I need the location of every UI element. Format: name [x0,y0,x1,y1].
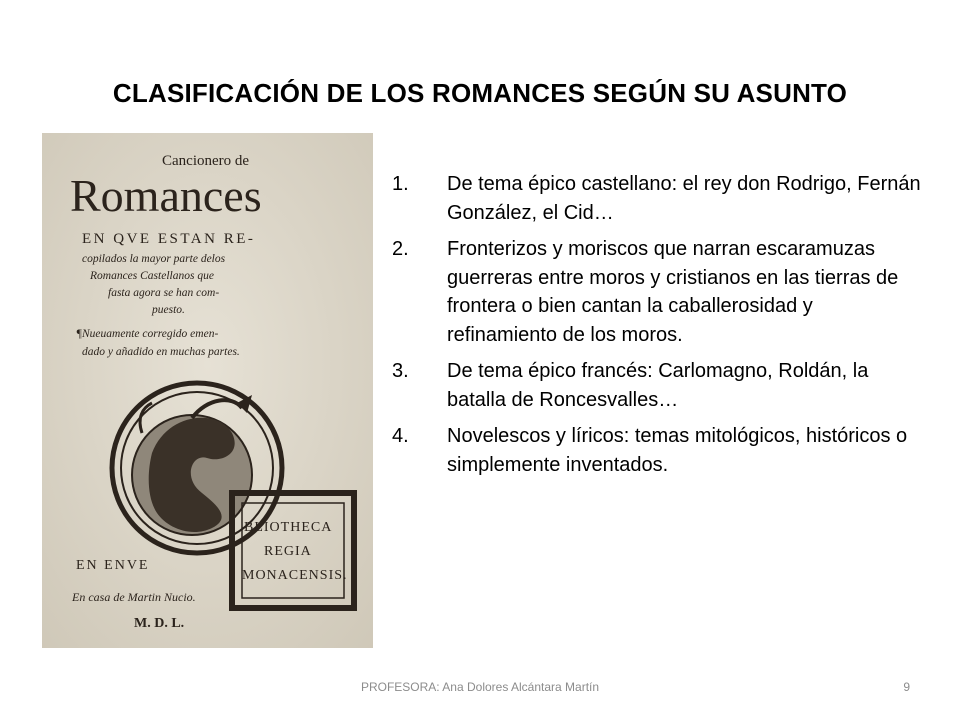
cover-line-6: fasta agora se han com- [108,287,220,299]
cover-line-10: EN ENVE [76,558,150,573]
cover-line-11: En casa de Martin Nucio. [72,590,196,604]
book-cover-image [42,133,373,648]
list-item [392,235,922,349]
list-item [392,422,922,479]
cover-line-1: Cancionero de [162,153,250,169]
list-item [392,170,922,227]
list-item-text: Fronterizos y moriscos que narran escaramuzas guerreras entre moros y cristianos en las tierras de frontera o bien cantan la caballerosidad y refinamiento de los moros. [447,238,899,346]
list-item-text: De tema épico francés: Carlomagno, Roldán, la batalla de Roncesvalles… [447,360,869,411]
list-item [392,357,922,414]
list-item-number: 3. [392,360,409,382]
page-number: 9 [903,680,910,694]
cover-line-2: Romances [70,170,262,221]
slide-title: CLASIFICACIÓN DE LOS ROMANCES SEGÚN SU ASUNTO [112,78,848,108]
list-item-number: 2. [392,238,409,260]
cover-line-5: Romances Castellanos que [90,270,214,282]
stamp-line-2: REGIA [264,544,312,559]
list-item-number: 4. [392,425,409,447]
cover-line-3: EN QVE ESTAN RE- [82,231,256,247]
stamp-line-1: BLIOTHECA [244,520,333,535]
cover-line-7: puesto. [152,304,185,316]
cover-line-12: M. D. L. [134,616,185,631]
slide-body [392,170,922,487]
book-cover-illustration [42,133,373,648]
romance-classification-list [392,170,922,479]
list-item-text: De tema épico castellano: el rey don Rodrigo, Fernán González, el Cid… [447,173,921,224]
footer-author: PROFESORA: Ana Dolores Alcántara Martín [360,680,600,694]
stamp-line-3: MONACENSIS. [242,568,348,583]
list-item-text: Novelescos y líricos: temas mitológicos, históricos o simplemente inventados. [447,425,908,476]
cover-line-8: ¶Nueuamente corregido emen- [76,328,219,340]
cover-line-4: copilados la mayor parte delos [82,253,226,265]
list-item-number: 1. [392,173,409,195]
cover-line-9: dado y añadido en muchas partes. [82,346,240,358]
